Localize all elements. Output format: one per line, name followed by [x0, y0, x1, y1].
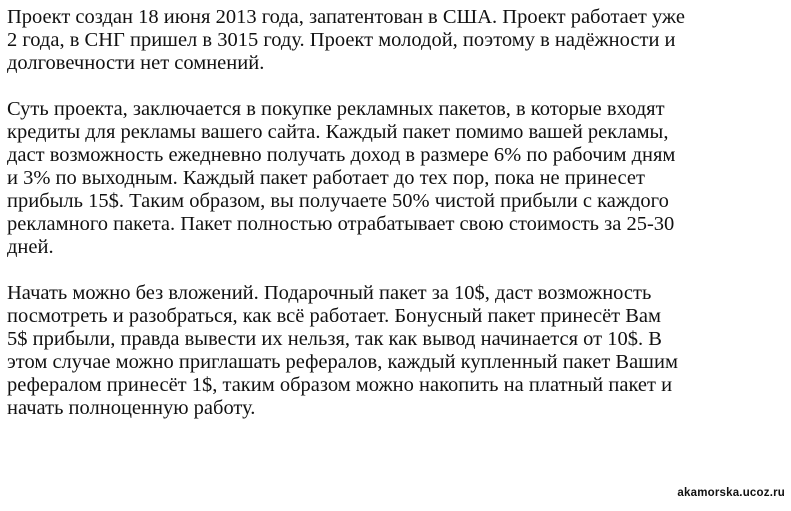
text-line: этом случае можно приглашать рефералов, каждый купленный пакет Вашим [7, 351, 678, 373]
text-line: посмотреть и разобраться, как всё работает. Бонусный пакет принесёт Вам [7, 305, 662, 327]
text-line: и 3% по выходным. Каждый пакет работает до тех пор, пока не принесет [7, 167, 645, 189]
text-line: 2 года, в СНГ пришел в 3015 году. Проект молодой, поэтому в надёжности и [7, 29, 676, 51]
text-line: прибыль 15$. Таким образом, вы получаете 50% чистой прибыли с каждого [7, 190, 669, 212]
text-line: долговечности нет сомнений. [7, 52, 265, 74]
site-watermark: akamorska.ucoz.ru [677, 487, 785, 499]
text-line: даст возможность ежедневно получать доход в размере 6% по рабочим дням [7, 144, 676, 166]
text-line: начать полноценную работу. [7, 397, 256, 419]
text-line: Начать можно без вложений. Подарочный пакет за 10$, даст возможность [7, 282, 652, 304]
text-line: дней. [7, 236, 54, 258]
text-line: 5$ прибыли, правда вывести их нельзя, так как вывод начинается от 10$. В [7, 328, 662, 350]
paragraph-project-intro [7, 6, 781, 75]
text-line: Проект создан 18 июня 2013 года, запатентован в США. Проект работает уже [7, 6, 685, 28]
paragraph-project-essence [7, 98, 781, 259]
paragraph-getting-started [7, 282, 781, 420]
text-line: рекламного пакета. Пакет полностью отрабатывает свою стоимость за 25-30 [7, 213, 675, 235]
text-line: кредиты для рекламы вашего сайта. Каждый пакет помимо вашей рекламы, [7, 121, 669, 143]
text-line: Суть проекта, заключается в покупке рекламных пакетов, в которые входят [7, 98, 665, 120]
text-line: рефералом принесёт 1$, таким образом можно накопить на платный пакет и [7, 374, 673, 396]
